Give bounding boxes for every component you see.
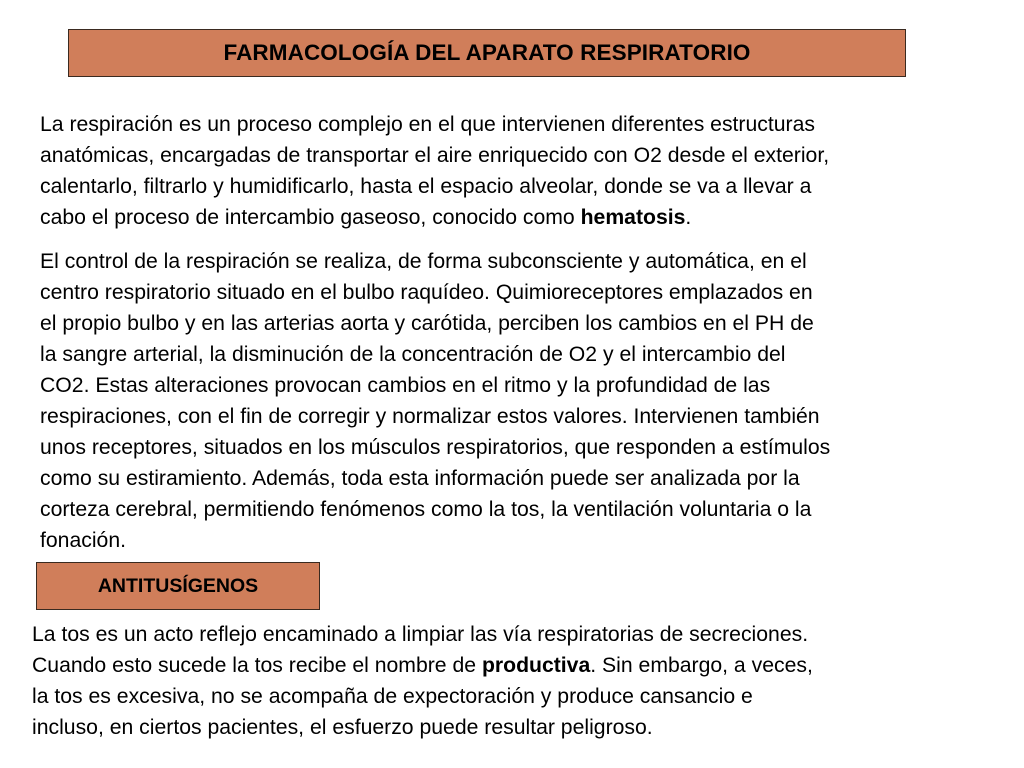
intro-line-2: anatómicas, encargadas de transportar el aire enriquecido con O2 desde el exterior, [40, 144, 830, 167]
section-title-text: ANTITUSÍGENOS [97, 574, 259, 597]
control-line: el propio bulbo y en las arterias aorta y carótida, perciben los cambios en el PH de [40, 312, 814, 335]
intro-line-3: calentarlo, filtrarlo y humidificarlo, hasta el espacio alveolar, donde se va a llevar a [40, 175, 812, 198]
control-line: unos receptores, situados en los músculos respiratorios, que responden a estímulos [40, 436, 831, 459]
productiva-term: productiva [481, 654, 591, 677]
cough-line-3: la tos es excesiva, no se acompaña de expectoración y produce cansancio e [32, 685, 753, 708]
cough-paragraph [32, 619, 992, 743]
intro-line-1: La respiración es un proceso complejo en el que intervienen diferentes estructuras [40, 113, 815, 136]
control-line: El control de la respiración se realiza, de forma subconsciente y automática, en el [40, 250, 807, 273]
slide-title-text: FARMACOLOGÍA DEL APARATO RESPIRATORIO [223, 40, 751, 65]
control-line: centro respiratorio situado en el bulbo raquídeo. Quimioreceptores emplazados en [40, 281, 813, 304]
hematosis-term: hematosis [580, 206, 686, 229]
intro-line-4: cabo el proceso de intercambio gaseoso, conocido como [40, 206, 581, 229]
intro-paragraph [40, 109, 1000, 233]
control-line: la sangre arterial, la disminución de la concentración de O2 y el intercambio del [40, 343, 786, 366]
control-line: corteza cerebral, permitiendo fenómenos como la tos, la ventilación voluntaria o la [40, 498, 812, 521]
cough-line-1: La tos es un acto reflejo encaminado a limpiar las vía respiratorias de secreciones. [32, 623, 809, 646]
control-paragraph [40, 246, 1000, 556]
control-line: fonación. [40, 529, 126, 552]
cough-line-2: Cuando esto sucede la tos recibe el nombre de [32, 654, 482, 677]
section-title-antitusigenos [36, 562, 320, 610]
control-line: respiraciones, con el fin de corregir y normalizar estos valores. Intervienen también [40, 405, 820, 428]
control-line: como su estiramiento. Además, toda esta información puede ser analizada por la [40, 467, 800, 490]
slide-title [68, 29, 906, 77]
control-line: CO2. Estas alteraciones provocan cambios en el ritmo y la profundidad de las [40, 374, 771, 397]
intro-line-4-end: . [685, 206, 692, 229]
cough-line-2-end: . Sin embargo, a veces, [590, 654, 813, 677]
cough-line-4: incluso, en ciertos pacientes, el esfuerzo puede resultar peligroso. [32, 716, 653, 739]
